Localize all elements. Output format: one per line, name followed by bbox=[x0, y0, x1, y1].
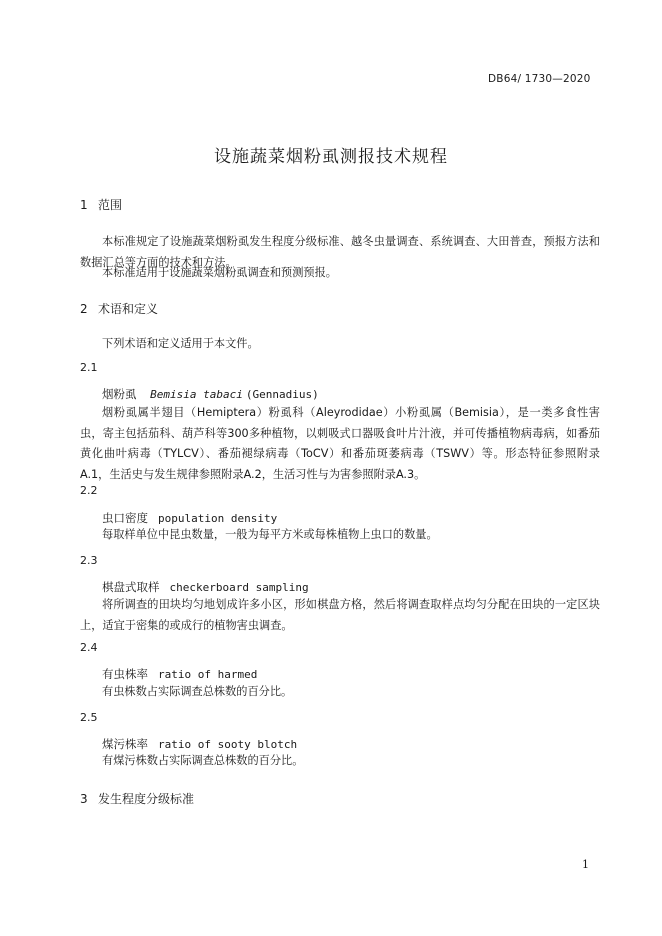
section-1-paragraph-2: 本标准适用于设施蔬菜烟粉虱调查和预测预报。 bbox=[102, 266, 337, 279]
term-definition: 有煤污株数占实际调查总株数的百分比。 bbox=[102, 754, 304, 767]
term-heading bbox=[102, 736, 297, 752]
section-title: 发生程度分级标准 bbox=[98, 792, 195, 806]
section-2-heading bbox=[80, 300, 158, 317]
term-en-author: (Gennadius) bbox=[245, 388, 319, 401]
section-2-intro: 下列术语和定义适用于本文件。 bbox=[102, 337, 259, 350]
section-title: 范围 bbox=[98, 198, 123, 212]
term-cn: 烟粉虱 bbox=[102, 387, 137, 401]
term-number: 2.5 bbox=[80, 711, 98, 724]
term-en: checkerboard sampling bbox=[169, 581, 309, 594]
term-en: ratio of harmed bbox=[158, 668, 258, 681]
term-definition: 将所调查的田块均匀地划成许多小区，形如棋盘方格，然后将调查取样点均匀分配在田块的一定区块上，适宜于密集的或成行的植物害虫调查。 bbox=[80, 598, 600, 632]
term-definition: 有虫株数占实际调查总株数的百分比。 bbox=[102, 685, 293, 698]
term-en: population density bbox=[158, 512, 278, 525]
term-cn: 煤污株率 bbox=[102, 737, 148, 751]
section-number: 2 bbox=[80, 302, 88, 316]
term-number: 2.2 bbox=[80, 484, 98, 497]
section-3-heading bbox=[80, 790, 194, 807]
document-title: 设施蔬菜烟粉虱测报技术规程 bbox=[214, 147, 448, 167]
term-heading bbox=[102, 666, 257, 682]
term-number: 2.1 bbox=[80, 361, 98, 374]
term-number: 2.4 bbox=[80, 641, 98, 654]
section-1-heading bbox=[80, 196, 122, 213]
term-definition: 每取样单位中昆虫数量，一般为每平方米或每株植物上虫口的数量。 bbox=[102, 528, 438, 541]
document-code: DB64/ 1730—2020 bbox=[488, 73, 591, 85]
term-number: 2.3 bbox=[80, 554, 98, 567]
section-1-paragraph-1: 本标准规定了设施蔬菜烟粉虱发生程度分级标准、越冬虫量调查、系统调查、大田普查，预报方法和数据汇总等方面的技术和方法。 bbox=[80, 235, 600, 269]
term-cn: 棋盘式取样 bbox=[102, 580, 160, 594]
term-cn: 有虫株率 bbox=[102, 667, 148, 681]
section-title: 术语和定义 bbox=[98, 302, 159, 316]
term-en: ratio of sooty blotch bbox=[158, 738, 298, 751]
term-heading bbox=[102, 510, 277, 526]
page-number: 1 bbox=[582, 858, 589, 871]
term-definition: 烟粉虱属半翅目（Hemiptera）粉虱科（Aleyrodidae）小粉虱属（Bemisia），是一类多食性害虫，寄主包括茄科、葫芦科等300多种植物，以刺吸式口器吸食叶片汁液，并可传播植物病毒病，如番茄黄化曲叶病毒（TYLCV）、番茄褪绿病毒（ToCV）和番茄斑萎病毒（TSWV）等。形态特征参照附录A.1，生活史与发生规律参照附录A.2，生活习性与为害参照附录A.3。 bbox=[80, 406, 600, 481]
term-heading bbox=[102, 386, 319, 402]
term-cn: 虫口密度 bbox=[102, 511, 148, 525]
section-number: 1 bbox=[80, 198, 88, 212]
section-number: 3 bbox=[80, 792, 88, 806]
term-en-scientific: Bemisia tabaci bbox=[150, 388, 243, 401]
term-heading bbox=[102, 579, 309, 595]
